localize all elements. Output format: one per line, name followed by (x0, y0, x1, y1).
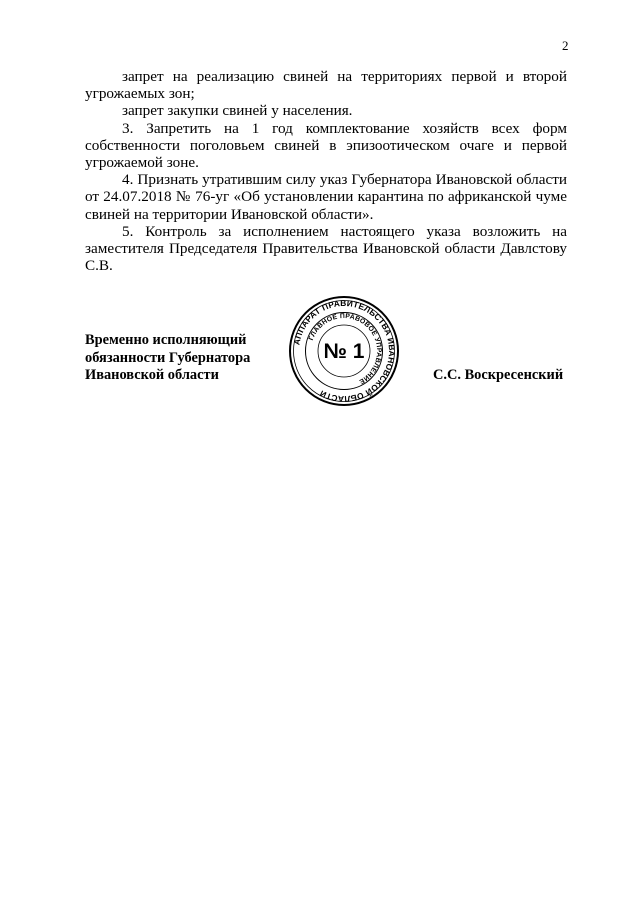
paragraph-item-3: 3. Запретить на 1 год комплектование хозяйств всех форм собственности поголовьем свиней в эпизоотическом очаге и первой угрожаемой зоне. (85, 119, 567, 172)
stamp-outer-text: АППАРАТ ПРАВИТЕЛЬСТВА ИВАНОВСКОЙ ОБЛАСТИ (291, 297, 398, 405)
signatory-position (85, 332, 250, 385)
signatory-position-line: обязанности Губернатора (85, 349, 251, 366)
official-stamp (288, 295, 400, 407)
signatory-name: С.С. Воскресенский (433, 367, 564, 383)
signatory-position-line: Временно исполняющий (85, 332, 247, 348)
stamp-center-number: № 1 (323, 340, 365, 363)
document-body (85, 68, 567, 274)
paragraph-item-5: 5. Контроль за исполнением настоящего указа возложить на заместителя Председателя Правительства Ивановской области Давлстову С.В. (85, 222, 567, 275)
page-number: 2 (562, 38, 569, 53)
stamp-seal-icon (288, 295, 400, 407)
signatory-position-line: Ивановской области (85, 367, 219, 383)
paragraph-purchase-ban: запрет закупки свиней у населения. (122, 102, 353, 120)
stamp-inner-text: ГЛАВНОЕ ПРАВОВОЕ УПРАВЛЕНИЕ (307, 312, 383, 385)
paragraph-item-4: 4. Признать утратившим силу указ Губернатора Ивановской области от 24.07.2018 № 76-уг «Об установлении карантина по африканской чуме свиней на территории Ивановской области». (85, 171, 567, 223)
paragraph-sales-ban: запрет на реализацию свиней на территориях первой и второй угрожаемых зон; (85, 68, 567, 103)
